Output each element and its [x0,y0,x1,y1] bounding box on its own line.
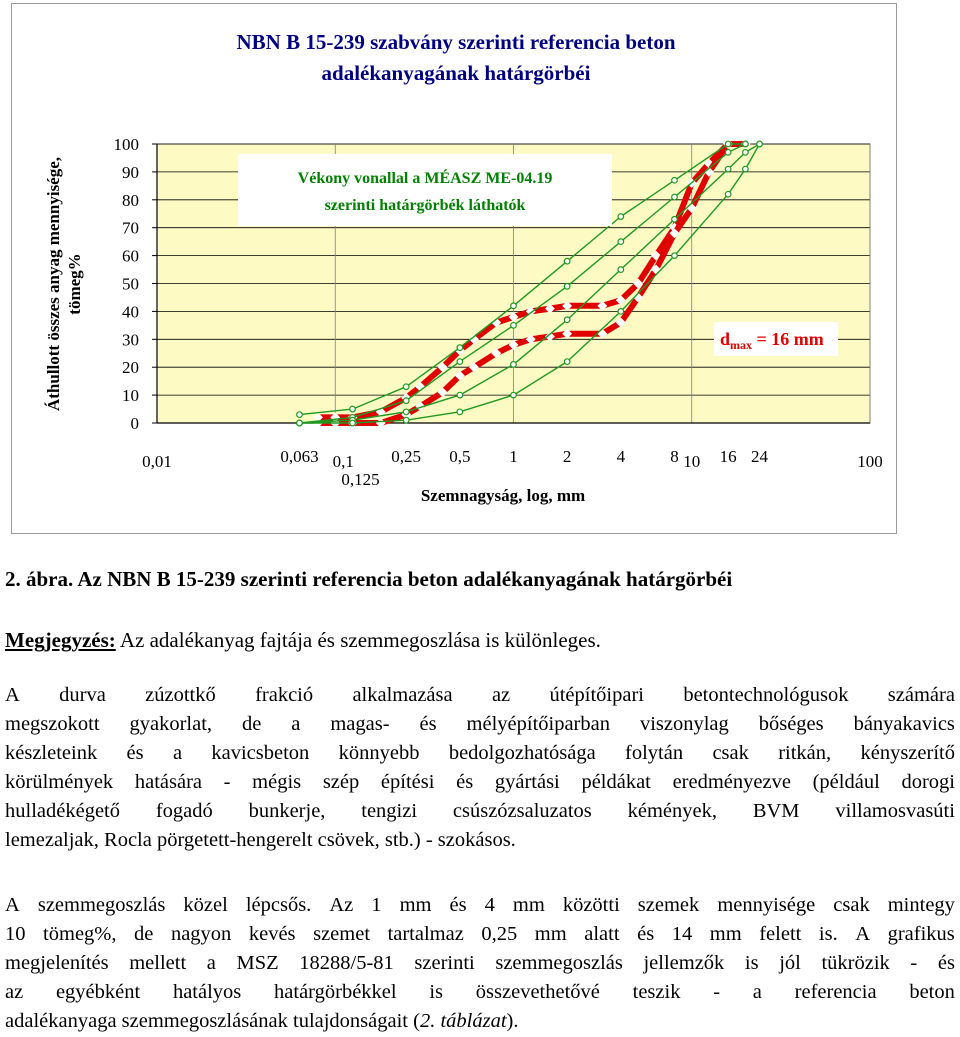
word: frakció [255,684,314,706]
word: csak [833,894,870,916]
word: de [134,923,154,945]
word: villamosvasúti [835,800,955,822]
word: számára [887,684,955,706]
word: hatályos [172,981,242,1003]
word: mélyépítőiparban [466,713,610,735]
series-point-marker [511,392,517,398]
word: gyakorlat, [129,713,213,735]
series-point-marker [725,150,731,156]
series-point-marker [297,420,303,426]
series-point-marker [511,303,517,309]
annotation-line1: Vékony vonallal a MÉASZ ME-04.19 [297,170,553,187]
word: csak [712,742,749,764]
y-tick-label: 90 [122,162,139,182]
paragraph-line [5,681,955,710]
series-point-marker [297,412,303,418]
y-tick-label: 30 [122,330,139,350]
annotation-box [238,154,612,226]
word: tartalmaz [387,923,464,945]
word: és [456,771,474,793]
word: 10 [5,923,26,945]
word: MSZ [236,952,279,974]
word: hatására [134,771,202,793]
paragraph-line [5,710,955,739]
word: alatt [584,923,620,945]
word: a [206,952,216,974]
word: ritkán, [778,742,832,764]
chart-title-line2: adalékanyagának határgörbéi [321,61,591,85]
word: 4 [484,894,495,916]
word: mintegy [887,894,955,916]
paragraph-line [5,891,955,920]
grading-chart [12,4,896,533]
word: lépcsős. [245,894,312,916]
word: összevethetővé [475,981,600,1003]
paragraph-line [5,949,955,978]
word: 18288/5-81 [299,952,394,974]
dmax-sub: max [730,338,753,352]
y-tick-label: 10 [122,386,139,406]
word: bunkerje, [248,800,326,822]
dmax-main: d [720,329,731,349]
word: A [855,923,871,945]
word: is. [818,923,838,945]
word: jellemzők [643,952,725,974]
word: a [752,981,762,1003]
word: A [5,894,20,916]
series-point-marker [725,191,731,197]
series-point-marker [457,345,463,351]
word: folytán [625,742,684,764]
x-tick-label: 16 [719,447,737,466]
y-axis-label-line1: Áthullott összes anyag mennyisége, [44,156,63,412]
word: dorogi [901,771,955,793]
annotation-line2: szerinti határgörbék láthatók [324,197,526,214]
word: mellett [129,952,187,974]
word: az [491,684,511,706]
x-tick-label: 24 [751,447,769,466]
word: a [172,742,183,764]
word: bedolgozhatósága [448,742,596,764]
paragraph-1 [5,681,955,855]
paragraph-2 [5,891,955,1036]
word: 14 [671,923,693,945]
x-tick-label: 0,1 [332,452,354,471]
para2-last-prefix: adalékanyaga szemmegoszlásának tulajdonságait ( [5,1010,420,1032]
x-axis-label: Szemnagyság, log, mm [420,486,586,505]
word: - [223,771,231,793]
series-point-marker [403,384,409,390]
paragraph-line [5,739,955,768]
series-point-marker [618,239,624,245]
word: és [937,952,955,974]
x-tick-label: 0,5 [449,447,471,466]
word: alkalmazása [352,684,453,706]
series-point-marker [618,309,624,315]
word: kavicsbeton [211,742,310,764]
x-tick-label: 8 [670,447,679,466]
word: szemmegoszlás [495,952,623,974]
word: egyébként [55,981,141,1003]
word: tükrözik [821,952,890,974]
word: magas- [330,713,390,735]
series-point-marker [672,253,678,259]
word: 0,25 [481,923,518,945]
word: kémények, [627,800,717,822]
word: (például [812,771,880,793]
series-point-marker [350,406,356,412]
series-point-marker [743,166,749,172]
series-point-marker [725,141,731,147]
word: is [744,952,759,974]
x-tick-label: 1 [509,447,518,466]
x-tick-label: 0,125 [341,470,380,489]
word: hulladékégető [5,800,120,822]
y-tick-label: 60 [122,246,139,266]
x-tick-label: 0,063 [280,447,319,466]
word: felett [759,923,802,945]
series-point-marker [743,150,749,156]
series-point-marker [564,317,570,323]
word: mm [534,923,567,945]
dmax-rest: = 16 mm [752,329,824,349]
word: - [910,952,918,974]
x-tick-label: 0,25 [391,447,422,466]
word: viszonylag [639,713,729,735]
series-point-marker [564,359,570,365]
paragraph-line: lemezaljak, Rocla pörgetett-hengerelt csövek, stb.) - szokásos. [5,829,516,851]
word: és [419,713,437,735]
x-tick-label: 0,01 [142,452,172,471]
word: zúzottkő [145,684,216,706]
series-point-marker [403,417,409,423]
word: megjelenítés [5,952,109,974]
word: tömeg%, [43,923,117,945]
word: a [291,713,301,735]
word: fogadó [155,800,213,822]
paragraph-line [5,768,955,797]
word: mm [399,894,432,916]
word: készleteink [5,742,98,764]
series-point-marker [743,141,749,147]
y-tick-label: 50 [122,274,139,294]
word: szerinti [414,952,475,974]
y-axis-label-line2: tömeg% [65,253,84,315]
series-point-marker [564,283,570,289]
word: nagyon [170,923,232,945]
figure-frame [11,3,897,534]
series-point-marker [457,359,463,365]
word: BVM [752,800,800,822]
word: mennyisége [717,894,816,916]
word: Az [329,894,354,916]
x-tick-label: 100 [857,452,883,471]
x-tick-label: 10 [683,452,701,471]
word: útépítőipari [549,684,644,706]
word: tengizi [361,800,418,822]
word: 1 [371,894,382,916]
series-point-marker [725,166,731,172]
word: mm [512,894,545,916]
word: beton [909,981,955,1003]
word: és [126,742,144,764]
series-point-marker [672,194,678,200]
word: példákat [581,771,651,793]
word: is [429,981,444,1003]
word: közel [183,894,228,916]
word: bányakavics [853,713,955,735]
series-point-marker [511,362,517,368]
y-tick-label: 40 [122,302,139,322]
word: és [449,894,467,916]
word: szép [322,771,360,793]
y-tick-label: 70 [122,218,139,238]
y-tick-label: 20 [122,358,139,378]
word: kevés [248,923,296,945]
word: betontechnológusok [683,684,849,706]
word: csúszózsaluzatos [452,800,592,822]
word: szemmegoszlás [37,894,166,916]
paragraph-line [5,978,955,1007]
word: szemet [313,923,371,945]
series-point-marker [511,323,517,329]
word: grafikus [887,923,955,945]
word: közötti [562,894,620,916]
word: teszik [632,981,681,1003]
series-point-marker [403,398,409,404]
word: könnyebb [338,742,420,764]
paragraph-line [5,797,955,826]
series-point-marker [618,214,624,220]
figure-caption: 2. ábra. Az NBN B 15-239 szerinti referencia beton adalékanyagának határgörbéi [5,567,733,591]
note-label: Megjegyzés: [5,628,116,652]
x-tick-label: 2 [562,447,572,466]
word: A [5,684,20,706]
word: szemek [637,894,700,916]
series-point-marker [403,409,409,415]
para2-last-suffix: ). [506,1010,519,1032]
paragraph-line [5,920,955,949]
word: az [5,981,24,1003]
y-tick-label: 100 [113,135,139,154]
word: határgörbékkel [274,981,397,1003]
table-reference: 2. táblázat [419,1010,507,1032]
y-tick-label: 80 [122,190,139,210]
word: és [637,923,655,945]
word: megszokott [5,713,100,735]
word: körülmények [5,771,114,793]
series-point-marker [457,409,463,415]
series-point-marker [672,217,678,223]
word: kényszerítő [860,742,955,764]
word: mm [709,923,742,945]
series-point-marker [618,267,624,273]
word: de [241,713,262,735]
note-text: Az adalékanyag fajtája és szemmegoszlása is különleges. [115,628,601,652]
series-point-marker [564,258,570,264]
word: referencia [794,981,877,1003]
word: mégis [252,771,302,793]
word: bőséges [758,713,824,735]
series-point-marker [350,420,356,426]
y-tick-label: 0 [130,414,139,433]
word: jól [779,952,801,974]
chart-title-line1: NBN B 15-239 szabvány szerinti referencia beton [236,30,676,54]
series-point-marker [672,177,678,183]
word: - [713,981,721,1003]
word: építési [380,771,435,793]
word: gyártási [494,771,560,793]
series-point-marker [757,141,763,147]
word: eredményezve [672,771,791,793]
note [5,628,601,653]
word: durva [59,684,106,706]
series-point-marker [457,392,463,398]
paragraph-line [5,1007,955,1036]
x-tick-label: 4 [616,447,626,466]
